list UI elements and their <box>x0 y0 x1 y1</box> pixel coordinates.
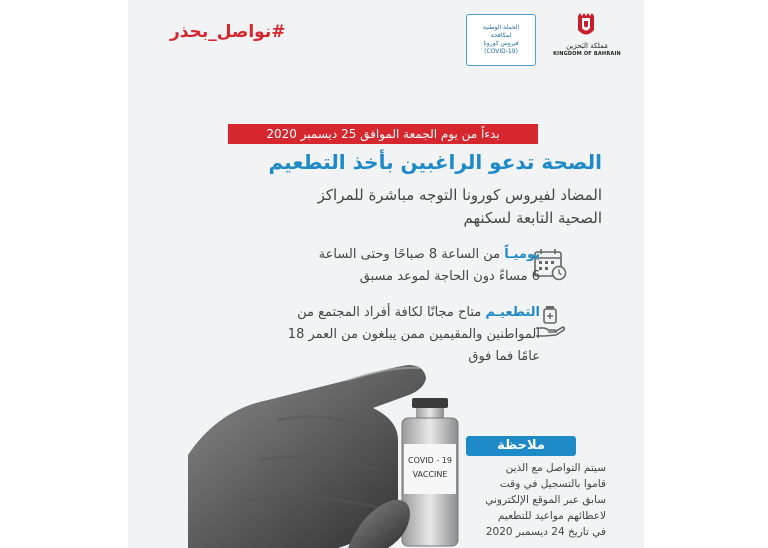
date-banner: بدءاً من يوم الجمعة الموافق 25 ديسمبر 2020 <box>228 124 538 144</box>
logo-english: KINGDOM OF BAHRAIN <box>553 51 621 57</box>
subline: المضاد لفيروس كورونا التوجه مباشرة للمراكز <box>317 186 602 204</box>
poster <box>128 0 644 548</box>
note-label: ملاحظة <box>466 436 576 456</box>
note-line: في تاريخ 24 ديسمبر 2020 <box>485 526 606 538</box>
bahrain-emblem-icon <box>576 12 596 40</box>
campaign-line: فيروس كورونا <box>483 40 519 47</box>
daily-text: من الساعة 8 صباحًا وحتى الساعة <box>318 247 501 262</box>
campaign-line: الحملة الوطنية <box>482 24 520 31</box>
logo-arabic: مَملكة البَحرَين <box>566 42 608 50</box>
daily-line-1 <box>319 244 540 266</box>
vial-label-line1: COVID - 19 <box>408 456 452 465</box>
vaccine-text: متاح مجانًا لكافة أفراد المجتمع من <box>297 305 482 320</box>
campaign-line: (COVID-19) <box>484 48 518 55</box>
note-line: قاموا بالتسجيل في وقت <box>499 478 606 490</box>
gloved-hand-vial-illustration <box>188 360 478 548</box>
vaccine-line-1 <box>297 302 540 324</box>
note-line: لاعطائهم مواعيد للتطعيم <box>497 510 606 522</box>
hashtag: #نواصل_بحذر <box>170 22 286 42</box>
vial-label-line2: VACCINE <box>412 470 448 479</box>
note-line: سابق عبر الموقع الإلكتروني <box>485 494 606 506</box>
note-line: سيتم التواصل مع الذين <box>505 462 606 474</box>
vaccine-line-2: المواطنين والمقيمين ممن يبلغون من العمر 18 <box>287 327 540 342</box>
headline: الصحة تدعو الراغبين بأخذ التطعيم <box>268 150 602 174</box>
daily-highlight: يوميـاً <box>504 247 540 262</box>
campaign-line: لمكافحة <box>490 32 512 39</box>
vaccine-line-3: عامًا فما فوق <box>468 349 540 364</box>
subline: الصحية التابعة لسكنهم <box>463 209 602 227</box>
daily-line-2: 6 مساءً دون الحاجة لموعد مسبق <box>359 269 540 284</box>
vaccine-highlight: التطعيـم <box>485 305 540 320</box>
bahrain-logo <box>552 12 622 58</box>
campaign-badge <box>466 14 536 66</box>
